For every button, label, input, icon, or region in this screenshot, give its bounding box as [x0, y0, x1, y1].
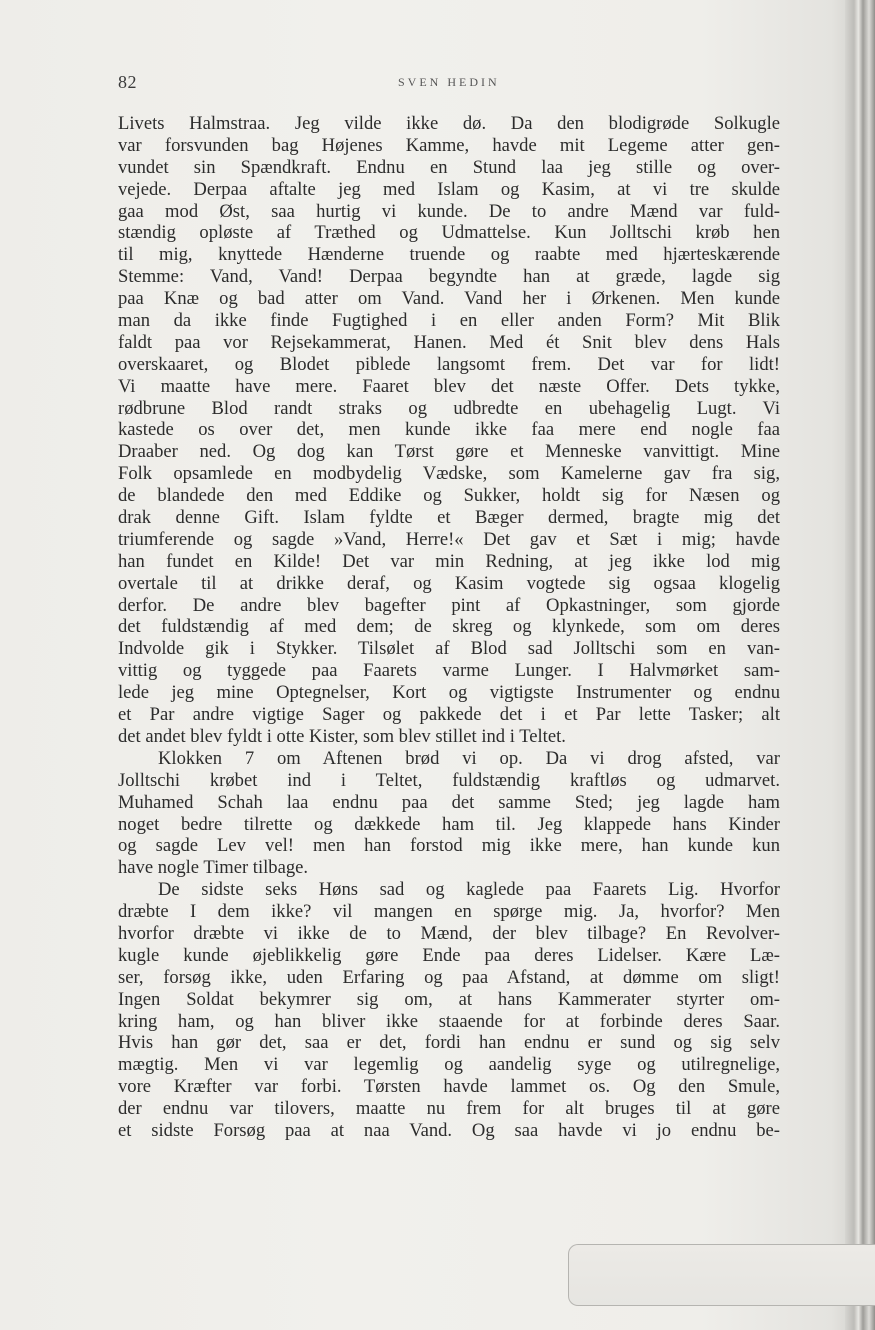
text-line: Folk opsamlede en modbydelig Vædske, som Kamelerne gav fra sig, — [118, 463, 780, 485]
text-line: Indvolde gik i Stykker. Tilsølet af Blod sad Jolltschi som en van- — [118, 638, 780, 660]
text-line: Stemme: Vand, Vand! Derpaa begyndte han at græde, lagde sig — [118, 266, 780, 288]
text-line: overtale til at drikke deraf, og Kasim vogtede sig ogsaa klogelig — [118, 572, 780, 594]
running-head: SVEN HEDIN — [398, 75, 500, 89]
text-line: stændig opløste af Træthed og Udmattelse. Kun Jolltschi krøb hen — [118, 222, 780, 244]
text-line: dræbte I dem ikke? vil mangen en spørge mig. Ja, hvorfor? Men — [118, 901, 780, 923]
text-line: Vi maatte have mere. Faaret blev det næste Offer. Dets tykke, — [118, 375, 780, 397]
text-line: det andet blev fyldt i otte Kister, som blev stillet ind i Teltet. — [118, 725, 566, 747]
text-line: Livets Halmstraa. Jeg vilde ikke dø. Da den blodigrøde Solkugle — [118, 113, 780, 134]
text-line: faldt paa vor Rejsekammerat, Hanen. Med ét Snit blev dens Hals — [118, 331, 780, 353]
text-line: de blandede den med Eddike og Sukker, holdt sig for Næsen og — [118, 485, 780, 507]
text-line: paa Knæ og bad atter om Vand. Vand her i Ørkenen. Men kunde — [118, 288, 780, 310]
text-line: ser, forsøg ikke, uden Erfaring og paa Afstand, at dømme om sligt! — [118, 966, 780, 988]
text-line: et Par andre vigtige Sager og pakkede det i et Par lette Tasker; alt — [118, 704, 780, 726]
text-line: vundet sin Spændkraft. Endnu en Stund laa jeg stille og over- — [118, 156, 780, 178]
text-line: vore Kræfter var forbi. Tørsten havde lammet os. Og den Smule, — [118, 1076, 780, 1098]
text-line: til mig, knyttede Hænderne truende og raabte med hjærteskærende — [118, 244, 780, 266]
library-label-box — [568, 1244, 875, 1306]
text-line: Draaber ned. Og dog kan Tørst gøre et Menneske vanvittigt. Mine — [118, 441, 780, 463]
text-line: lede jeg mine Optegnelser, Kort og vigtigste Instrumenter og endnu — [118, 682, 780, 704]
text-line: og sagde Lev vel! men han forstod mig ikke mere, han kunde kun — [118, 835, 780, 857]
page-number: 82 — [118, 72, 137, 92]
text-line: triumferende og sagde »Vand, Herre!« Det gav et Sæt i mig; havde — [118, 528, 780, 550]
text-line: der endnu var tilovers, maatte nu frem for alt bruges til at gøre — [118, 1098, 780, 1120]
text-line: De sidste seks Høns sad og kaglede paa Faarets Lig. Hvorfor — [158, 879, 780, 901]
text-line: gaa mod Øst, saa hurtig vi kunde. De to andre Mænd var fuld- — [118, 200, 780, 222]
text-line: et sidste Forsøg paa at naa Vand. Og saa havde vi jo endnu be- — [118, 1119, 780, 1141]
book-spine-edge — [845, 0, 875, 1330]
text-line: drak denne Gift. Islam fyldte et Bæger dermed, bragte mig det — [118, 507, 780, 529]
text-line: kastede os over det, men kunde ikke faa mere end nogle faa — [118, 419, 780, 441]
text-line: vittig og tyggede paa Faarets varme Lunger. I Halvmørket sam- — [118, 660, 780, 682]
text-line: Ingen Soldat bekymrer sig om, at hans Kammerater styrter om- — [118, 988, 780, 1010]
text-line: Hvis han gør det, saa er det, fordi han endnu er sund og sig selv — [118, 1032, 780, 1054]
text-line: derfor. De andre blev bagefter pint af Opkastninger, som gjorde — [118, 594, 780, 616]
text-line: noget bedre tilrette og dækkede ham til. Jeg klappede hans Kinder — [118, 813, 780, 835]
text-line: var forsvunden bag Højenes Kamme, havde mit Legeme atter gen- — [118, 134, 780, 156]
text-line: kring ham, og han bliver ikke staaende for at forbinde deres Saar. — [118, 1010, 780, 1032]
text-line: rødbrune Blod randt straks og udbredte en ubehagelig Lugt. Vi — [118, 397, 780, 419]
text-line: Klokken 7 om Aftenen brød vi op. Da vi drog afsted, var — [158, 747, 780, 769]
page-header — [118, 72, 780, 94]
text-line: Jolltschi krøbet ind i Teltet, fuldstændig kraftløs og udmarvet. — [118, 769, 780, 791]
text-line: overskaaret, og Blodet piblede langsomt frem. Det var for lidt! — [118, 353, 780, 375]
text-line: have nogle Timer tilbage. — [118, 857, 309, 879]
text-line: mægtig. Men vi var legemlig og aandelig syge og utilregnelige, — [118, 1054, 780, 1076]
text-line: hvorfor dræbte vi ikke de to Mænd, der blev tilbage? En Revolver- — [118, 922, 780, 944]
text-line: Muhamed Schah laa endnu paa det samme Sted; jeg lagde ham — [118, 791, 780, 813]
text-line: han fundet en Kilde! Det var min Redning, at jeg ikke lod mig — [118, 550, 780, 572]
text-line: man da ikke finde Fugtighed i en eller anden Form? Mit Blik — [118, 310, 780, 332]
text-line: vejede. Derpaa aftalte jeg med Islam og Kasim, at vi tre skulde — [118, 178, 780, 200]
body-text — [118, 113, 780, 1142]
text-line: det fuldstændig af med dem; de skreg og klynkede, som om deres — [118, 616, 780, 638]
text-line: kugle kunde øjeblikkelig gøre Ende paa deres Lidelser. Kære Læ- — [118, 944, 780, 966]
